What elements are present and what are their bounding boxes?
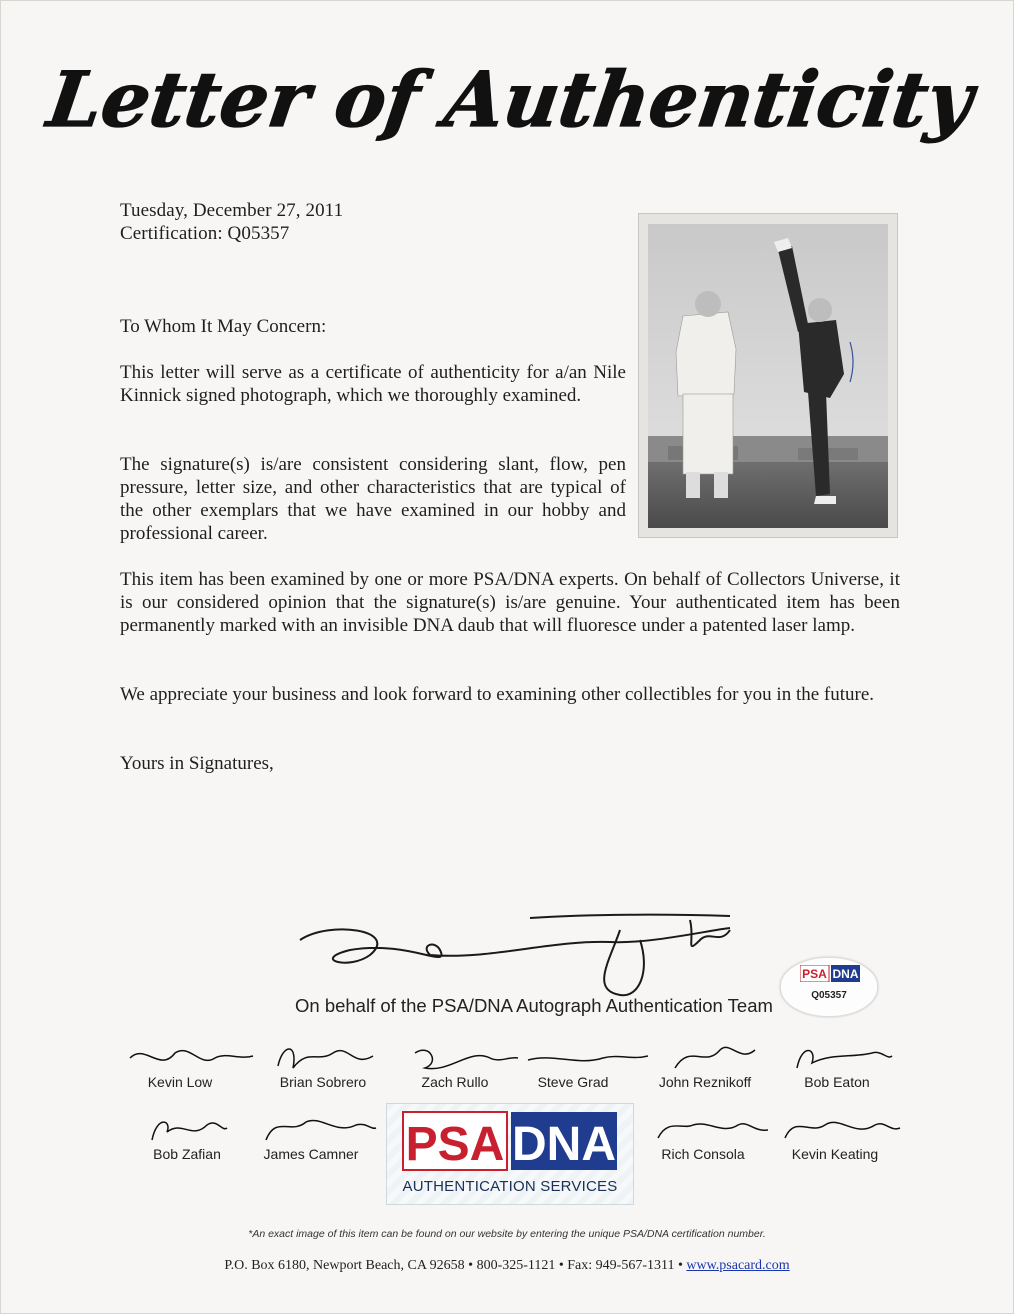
letter-title-text: Letter of Authenticity bbox=[42, 55, 979, 145]
psa-logo-subtitle: AUTHENTICATION SERVICES bbox=[402, 1178, 618, 1195]
staff-name: Bob Eaton bbox=[804, 1074, 870, 1090]
psa-dna-sticker-logo bbox=[800, 965, 860, 982]
staff-brian-sobrero bbox=[248, 1038, 398, 1098]
sticker-code: Q05357 bbox=[811, 990, 847, 1001]
staff-name: Rich Consola bbox=[661, 1146, 745, 1162]
staff-name: John Reznikoff bbox=[658, 1074, 752, 1090]
staff-name: Kevin Low bbox=[147, 1074, 213, 1090]
svg-text:PSA: PSA bbox=[802, 967, 827, 981]
footer-address bbox=[0, 1258, 1014, 1274]
svg-text:DNA: DNA bbox=[832, 967, 859, 981]
staff-name: Bob Zafian bbox=[153, 1146, 221, 1162]
staff-kevin-low bbox=[105, 1038, 255, 1098]
staff-name: Zach Rullo bbox=[421, 1074, 489, 1090]
salutation: To Whom It May Concern: bbox=[120, 316, 327, 337]
photo-frame bbox=[638, 213, 898, 538]
letter-title bbox=[0, 38, 1014, 178]
staff-bob-eaton bbox=[762, 1038, 912, 1098]
certification-number: Certification: Q05357 bbox=[120, 223, 290, 244]
paragraph-3: This item has been examined by one or more PSA/DNA experts. On behalf of Collectors Universe, it is our considered opinion that the signature(s) is/are genuine. Your authenticated item has been permanently marked with an invisible DNA daub that will fluoresce under a patented laser lamp. bbox=[120, 569, 900, 636]
staff-name: Steve Grad bbox=[537, 1074, 609, 1090]
staff-john-reznikoff bbox=[630, 1038, 780, 1098]
psa-dna-logo bbox=[386, 1103, 634, 1205]
paragraph-4: We appreciate your business and look forward to examining other collectibles for you in the future. bbox=[120, 684, 875, 705]
website-link[interactable]: www.psacard.com bbox=[686, 1258, 790, 1273]
psa-logo-left: PSA bbox=[405, 1118, 505, 1171]
staff-name: Brian Sobrero bbox=[279, 1074, 367, 1090]
signed-photograph bbox=[648, 224, 888, 528]
closing: Yours in Signatures, bbox=[120, 753, 274, 774]
certification-sticker bbox=[780, 957, 878, 1017]
staff-kevin-keating bbox=[760, 1110, 910, 1170]
staff-steve-grad bbox=[498, 1038, 648, 1098]
lead-signature bbox=[290, 900, 750, 1000]
letter-date: Tuesday, December 27, 2011 bbox=[120, 200, 344, 221]
staff-name: James Camner bbox=[263, 1146, 359, 1162]
psa-logo-right: DNA bbox=[512, 1118, 616, 1171]
footnote: *An exact image of this item can be found on our website by entering the unique PSA/DNA certification number. bbox=[248, 1228, 766, 1240]
paragraph-1: This letter will serve as a certificate of authenticity for a/an Nile Kinnick signed photograph, which we thoroughly examined. bbox=[120, 362, 626, 406]
staff-rich-consola bbox=[628, 1110, 778, 1170]
staff-name: Kevin Keating bbox=[791, 1146, 879, 1162]
paragraph-2: The signature(s) is/are consistent considering slant, flow, pen pressure, letter size, and other characteristics that are typical of the other exemplars that we have examined in our hobby and professional career. bbox=[120, 454, 626, 544]
address-text: P.O. Box 6180, Newport Beach, CA 92658 • 800-325-1121 • Fax: 949-567-1311 • bbox=[224, 1258, 687, 1273]
staff-james-camner bbox=[236, 1110, 386, 1170]
team-line: On behalf of the PSA/DNA Autograph Authentication Team bbox=[295, 995, 773, 1016]
